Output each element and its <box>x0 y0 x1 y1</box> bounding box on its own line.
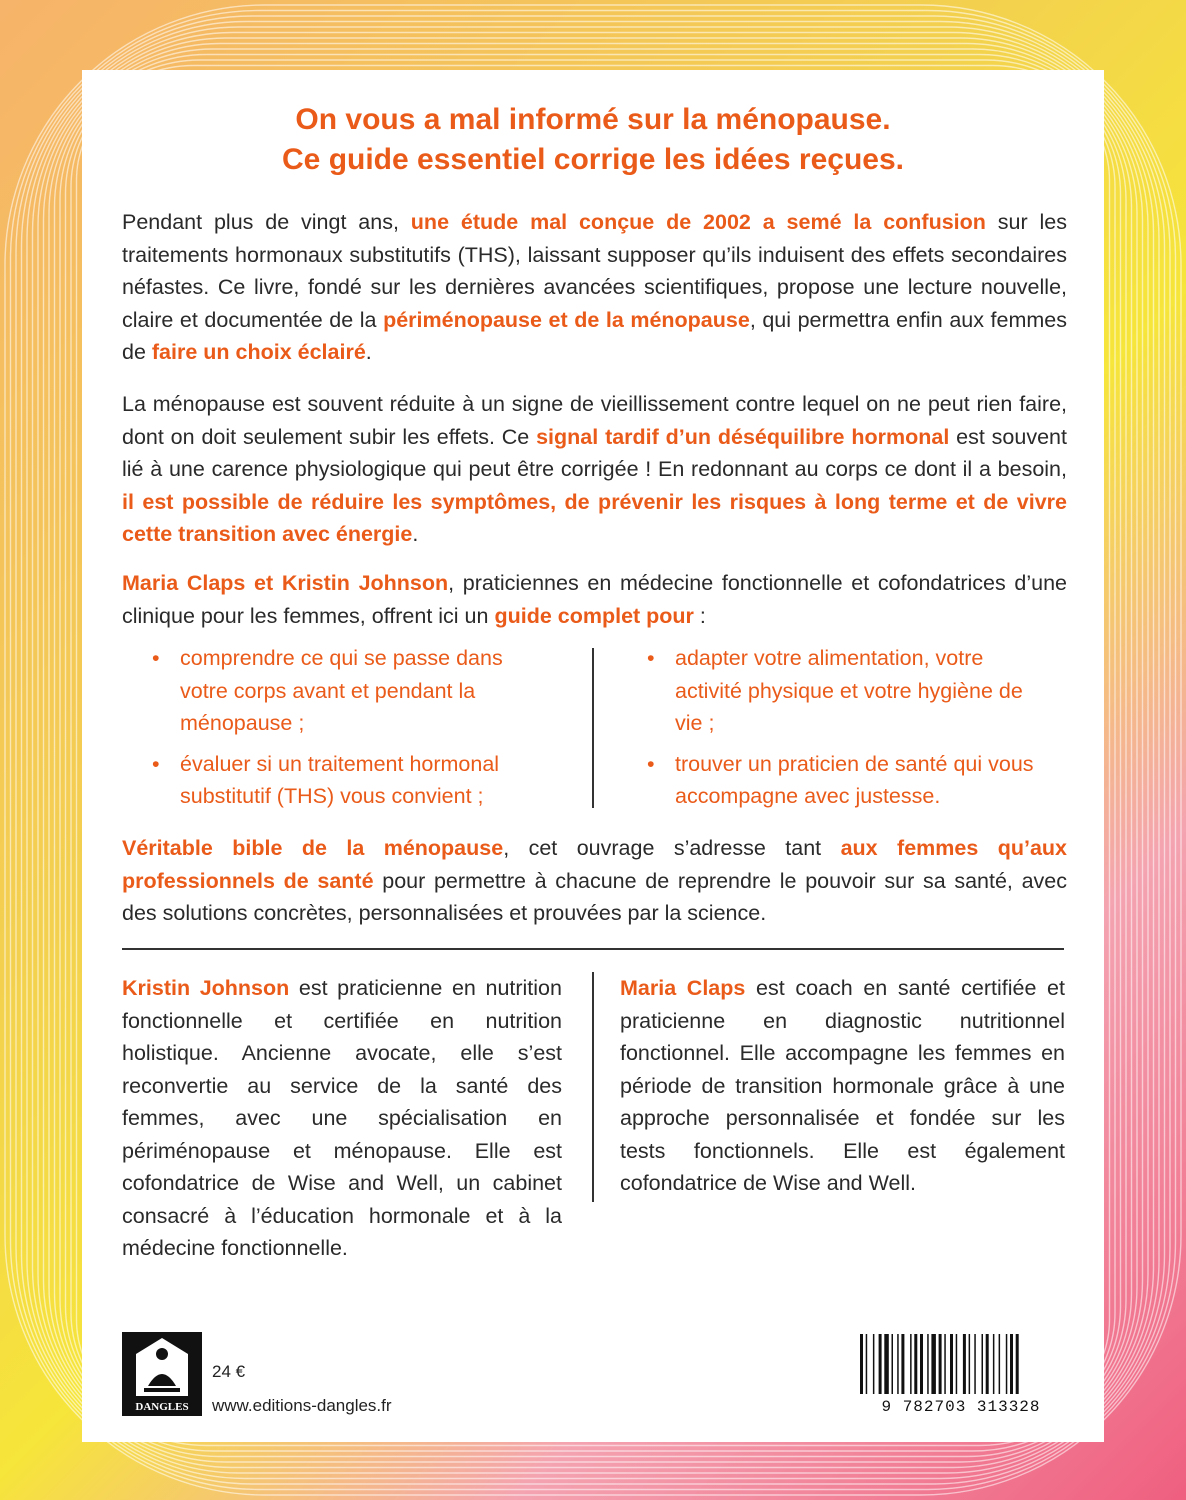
paragraph-3: Maria Claps et Kristin Johnson, praticiennes en médecine fonctionnelle et cofondatrices d’une clinique pour les femmes, offrent ici un guide complet pour : <box>122 571 1067 628</box>
highlight: Maria Claps et Kristin Johnson <box>122 571 449 595</box>
barcode-bar <box>993 1334 995 1394</box>
barcode-bar <box>910 1334 912 1394</box>
highlight: une étude mal conçue de 2002 a semé la confusion <box>410 210 986 234</box>
highlight: signal tardif d’un déséquilibre hormonal <box>536 424 950 449</box>
paragraph-2: La ménopause est souvent réduite à un signe de vieillissement contre lequel on ne peut rien faire, dont on doit seulement subir les effets. Ce signal tardif d’un déséquilibre hormonal est souvent lié à une carence physiologique qui peut être corrigée ! En redonnant au corps ce dont il a besoin, il est possible de réduire les symptômes, de prévenir les risques à long terme et de vivre cette transition avec énergie. <box>122 392 1067 546</box>
author-name: Kristin Johnson <box>122 976 290 1000</box>
barcode-bar <box>927 1334 929 1394</box>
highlight: guide complet pour <box>494 603 694 628</box>
column-divider <box>592 648 594 808</box>
bullet-icon: • <box>152 751 160 776</box>
barcode-bar <box>982 1334 984 1394</box>
bullet-icon: • <box>647 751 655 776</box>
highlight: faire un choix éclairé <box>151 340 366 364</box>
highlight: aux femmes qu’aux professionnels de santé <box>122 836 1068 893</box>
barcode-bar <box>974 1334 976 1394</box>
headline-line-1: On vous a mal informé sur la ménopause. <box>295 103 891 136</box>
barcode-bar <box>950 1334 953 1394</box>
barcode-bar <box>901 1334 904 1394</box>
barcode-bar <box>914 1334 917 1394</box>
barcode-bar <box>963 1334 966 1394</box>
barcode-bar <box>939 1334 942 1394</box>
paragraph-4: Véritable bible de la ménopause, cet ouvrage s’adresse tant aux femmes qu’aux professionnels de santé pour permettre à chacune de reprendre le pouvoir sur sa santé, avec des solutions concrètes, personnalisées et prouvées par la science. <box>122 836 1068 925</box>
highlight: il est possible de réduire les symptômes, de prévenir les risques à long terme et de vivre cette transition avec énergie <box>122 489 1067 546</box>
list-item: • trouver un praticien de santé qui vous accompagne avec justesse. <box>647 748 1037 813</box>
paragraph-1: Pendant plus de vingt ans, une étude mal conçue de 2002 a semé la confusion sur les traitements hormonaux substitutifs (THS), laissant supposer qu’ils induisent des effets secondaires néfastes. Ce livre, fondé sur les dernières avancées scientifiques, propose une lecture nouvelle, claire et documentée de la périménopause et de la ménopause, qui permettra enfin aux femmes de faire un choix éclairé. <box>122 210 1067 364</box>
bio-divider <box>592 972 594 1202</box>
list-item: • adapter votre alimentation, votre activité physique et votre hygiène de vie ; <box>647 642 1037 740</box>
barcode-bar <box>969 1334 971 1394</box>
barcode-bar <box>931 1334 936 1394</box>
barcode-bar <box>1006 1334 1008 1394</box>
bullet-icon: • <box>647 646 655 670</box>
author-bio-maria: Maria Claps est coach en santé certifiée et praticienne en diagnostic nutritionnel fonctionnel. Elle accompagne les femmes en période de transition hormonale grâce à une approche personnalisée et fondée sur les tests fonctionnels. Elle est également cofondatrice de Wise and Well. <box>620 976 1065 1195</box>
barcode-bar <box>956 1334 958 1394</box>
barcode-bar <box>892 1334 894 1394</box>
back-cover-panel <box>82 70 1104 1442</box>
section-divider <box>122 948 1064 950</box>
barcode-bar <box>999 1334 1001 1394</box>
bullet-icon: • <box>152 646 160 670</box>
barcode-bar <box>944 1334 946 1394</box>
list-item: • évaluer si un traitement hormonal substitutif (THS) vous convient ; <box>152 748 542 813</box>
barcode-bar <box>986 1334 989 1394</box>
publisher-logo-text: DANGLES <box>135 1401 189 1413</box>
barcode-bar <box>920 1334 923 1394</box>
author-bio-kristin: Kristin Johnson est praticienne en nutrition fonctionnelle et certifiée en nutrition holistique. Ancienne avocate, elle s’est reconvertie au service de la santé des femmes, avec une spécialisation en périménopause et ménopause. Elle est cofondatrice de Wise and Well, un cabinet consacré à l’éducation hormonale et à la médecine fonctionnelle. <box>122 976 562 1260</box>
barcode-bar <box>866 1334 868 1394</box>
bullet-list <box>152 642 1072 812</box>
list-item: • comprendre ce qui se passe dans votre corps avant et pendant la ménopause ; <box>152 642 542 740</box>
barcode-bar <box>897 1334 899 1394</box>
barcode-bar <box>860 1334 863 1394</box>
author-name: Maria Claps <box>620 976 746 1000</box>
barcode-bar <box>879 1334 882 1394</box>
headline-line-2: Ce guide essentiel corrige les idées reçues. <box>282 143 904 176</box>
barcode-bar <box>1010 1334 1013 1394</box>
barcode-bar <box>1016 1334 1019 1394</box>
isbn-number: 9 782703 313328 <box>881 1398 1041 1416</box>
barcode-bar <box>873 1334 875 1394</box>
highlight: périménopause et de la ménopause <box>383 307 750 332</box>
publisher-website: www.editions-dangles.fr <box>212 1396 392 1415</box>
highlight: Véritable bible de la ménopause <box>122 836 504 860</box>
bullet-column-right <box>647 642 1037 821</box>
headline <box>82 100 1104 180</box>
price: 24 € <box>212 1362 246 1381</box>
publisher-logo <box>122 1332 202 1416</box>
bullet-column-left <box>152 642 542 821</box>
barcode-bar <box>884 1334 889 1394</box>
